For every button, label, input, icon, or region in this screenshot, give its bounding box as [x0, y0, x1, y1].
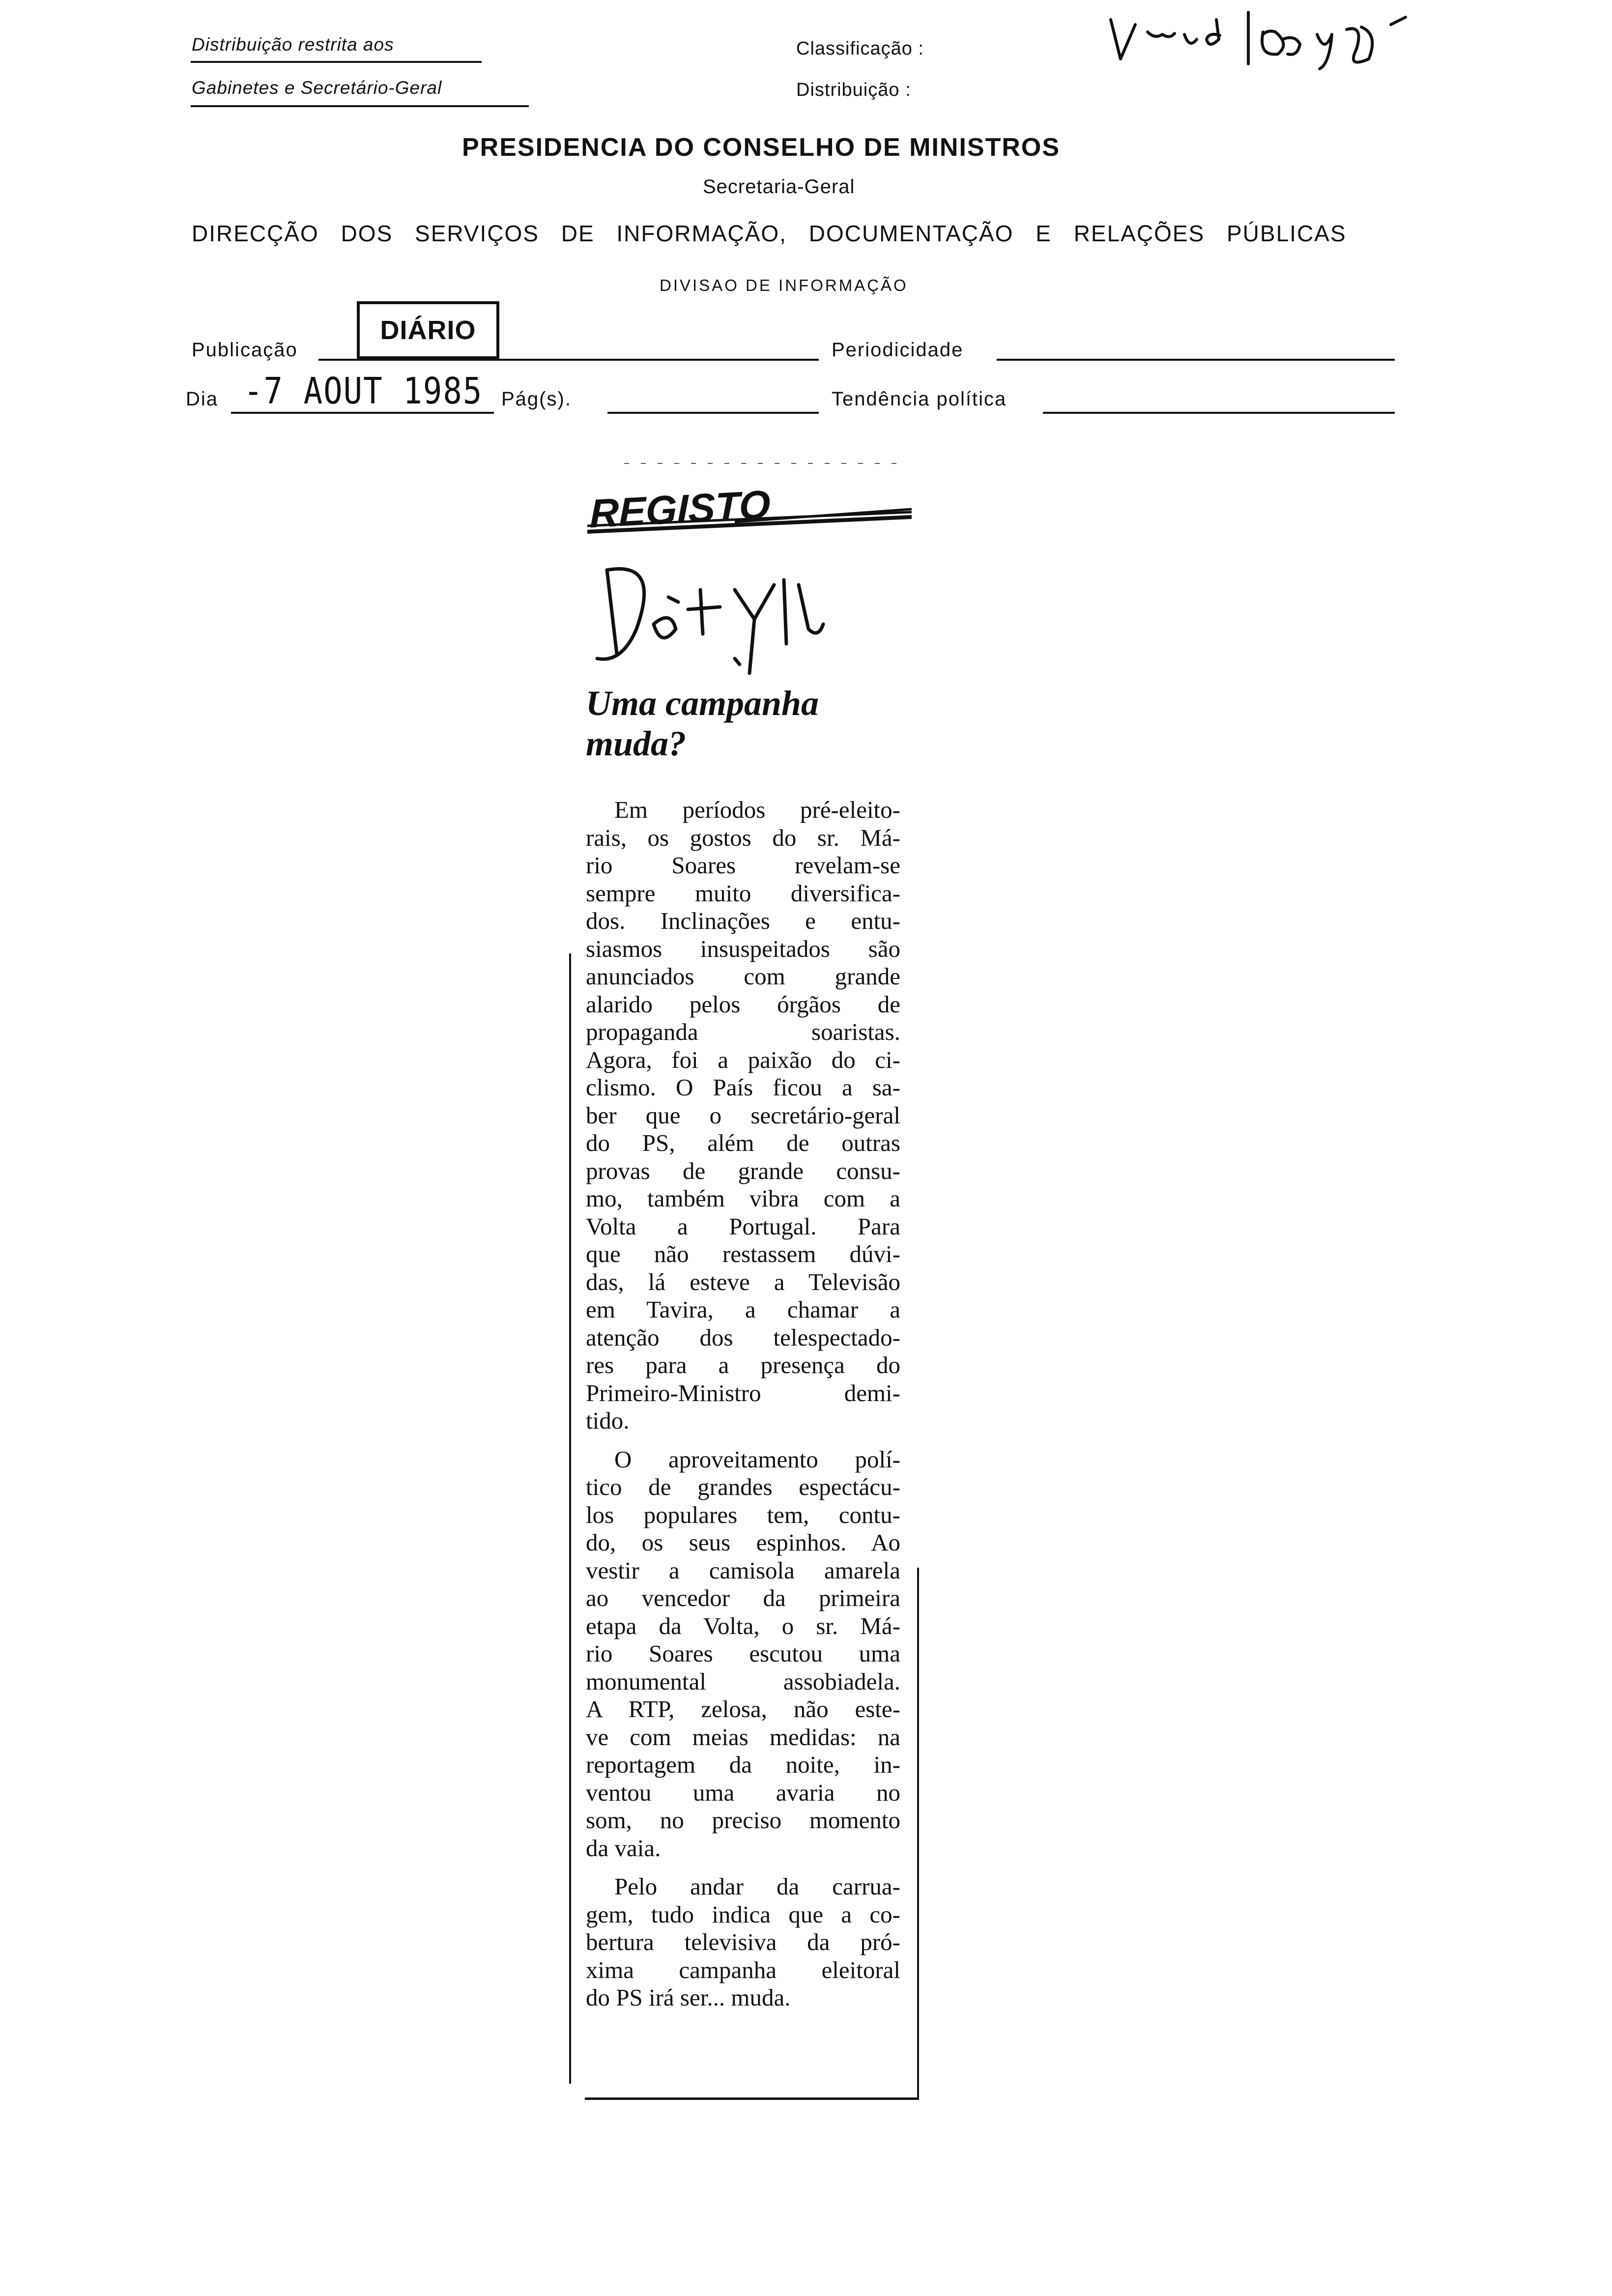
division-name: DIVISAO DE INFORMAÇÃO [660, 276, 908, 294]
article-line: provas de grande consu- [586, 1157, 900, 1184]
article-line: ve com meias medidas: na [586, 1723, 900, 1751]
article-line: reportagem da noite, in- [586, 1751, 900, 1778]
headline-line2: muda? [586, 724, 687, 763]
article-line: das, lá esteve a Televisão [586, 1268, 900, 1295]
article-line: monumental assobiadela. [586, 1667, 900, 1695]
article-paragraph [586, 1446, 900, 1863]
publication-stamp: DIÁRIO [357, 301, 499, 359]
headline-line1: Uma campanha [586, 684, 819, 723]
article-line: ventou uma avaria no [586, 1779, 900, 1806]
article-line: O aproveitamento polí- [614, 1445, 900, 1473]
distribution-note-line1: Distribuição restrita aos [192, 34, 394, 55]
classificacao-label: Classificação : [796, 38, 924, 59]
column-right-border [917, 1568, 919, 2099]
article-body [586, 796, 900, 2023]
article-line: propaganda soaristas. [586, 1018, 900, 1045]
tendencia-label: Tendência política [832, 388, 1007, 410]
article-line: alarido pelos órgãos de [586, 990, 900, 1018]
article-line: rio Soares revelam-se [586, 852, 900, 879]
article-line: sempre muito diversifica- [586, 879, 900, 907]
tendencia-line [1043, 412, 1395, 414]
article-line: do PS, além de outras [586, 1129, 900, 1156]
article-line: mo, também vibra com a [586, 1185, 900, 1212]
article-line: ao vencedor da primeira [586, 1584, 900, 1611]
article-line: gem, tudo indica que a co- [586, 1900, 900, 1928]
article-line: los populares tem, contu- [586, 1501, 900, 1528]
article-line: Volta a Portugal. Para [586, 1212, 900, 1240]
handwritten-reference-signature [1101, 5, 1504, 98]
article-line: siasmos insuspeitados são [586, 935, 900, 962]
article-line: tido. [586, 1407, 630, 1434]
article-line: Pelo andar da carrua- [614, 1873, 900, 1900]
distribuicao-label: Distribuição : [796, 80, 911, 100]
pags-label: Pág(s). [501, 388, 572, 410]
article-line: do, os seus espinhos. Ao [586, 1529, 900, 1556]
article-line: em Tavira, a chamar a [586, 1296, 900, 1323]
publicacao-label: Publicação [192, 339, 298, 361]
article-line: vestir a camisola amarela [586, 1556, 900, 1584]
article-line: Agora, foi a paixão do ci- [586, 1046, 900, 1073]
article-line: res para a presença do [586, 1351, 900, 1378]
article-paragraph [586, 796, 900, 1435]
article-line: que não restassem dúvi- [586, 1240, 900, 1267]
date-stamp: -7 AOUT 1985 [244, 371, 483, 413]
clipping-cut-edge [624, 463, 899, 464]
column-bottom-border [585, 2097, 919, 2100]
divider [191, 105, 529, 107]
article-line: tico de grandes espectácu- [586, 1473, 900, 1500]
article-line: da vaia. [586, 1834, 661, 1862]
secretaria-geral: Secretaria-Geral [703, 176, 855, 198]
handwritten-note [587, 550, 892, 678]
article-line: Em períodos pré-eleito- [614, 796, 900, 823]
article-line: rio Soares escutou uma [586, 1640, 900, 1667]
registo-section-label: REGISTO [590, 482, 771, 537]
periodicidade-label: Periodicidade [832, 339, 964, 361]
directorate-name: DIRECÇÃO DOS SERVIÇOS DE INFORMAÇÃO, DOCUMENTAÇÃO E RELAÇÕES PÚBLICAS [192, 221, 1347, 246]
article-line: anunciados com grande [586, 963, 900, 990]
article-line: bertura televisiva da pró- [586, 1928, 900, 1955]
article-line: som, no preciso momento [586, 1807, 900, 1834]
column-left-border [569, 953, 571, 2084]
article-line: atenção dos telespectado- [586, 1323, 900, 1351]
article-line: rais, os gostos do sr. Má- [586, 824, 900, 851]
article-line: clismo. O País ficou a sa- [586, 1074, 900, 1101]
ministry-title: PRESIDENCIA DO CONSELHO DE MINISTROS [462, 133, 1061, 162]
article-line: Primeiro-Ministro demi- [586, 1379, 900, 1406]
periodicidade-line [997, 359, 1395, 361]
distribution-note-line2: Gabinetes e Secretário-Geral [192, 78, 442, 98]
article-line: A RTP, zelosa, não este- [586, 1695, 900, 1722]
registo-rule [587, 506, 912, 536]
divider [191, 61, 482, 63]
article-line: do PS irá ser... muda. [586, 1984, 791, 2011]
dia-label: Dia [186, 388, 219, 410]
article-line: dos. Inclinações e entu- [586, 907, 900, 934]
article-paragraph [586, 1873, 900, 2012]
article-line: etapa da Volta, o sr. Má- [586, 1612, 900, 1639]
article-line: xima campanha eleitoral [586, 1956, 900, 1983]
article-line: ber que o secretário-geral [586, 1101, 900, 1129]
pags-line [607, 412, 819, 414]
